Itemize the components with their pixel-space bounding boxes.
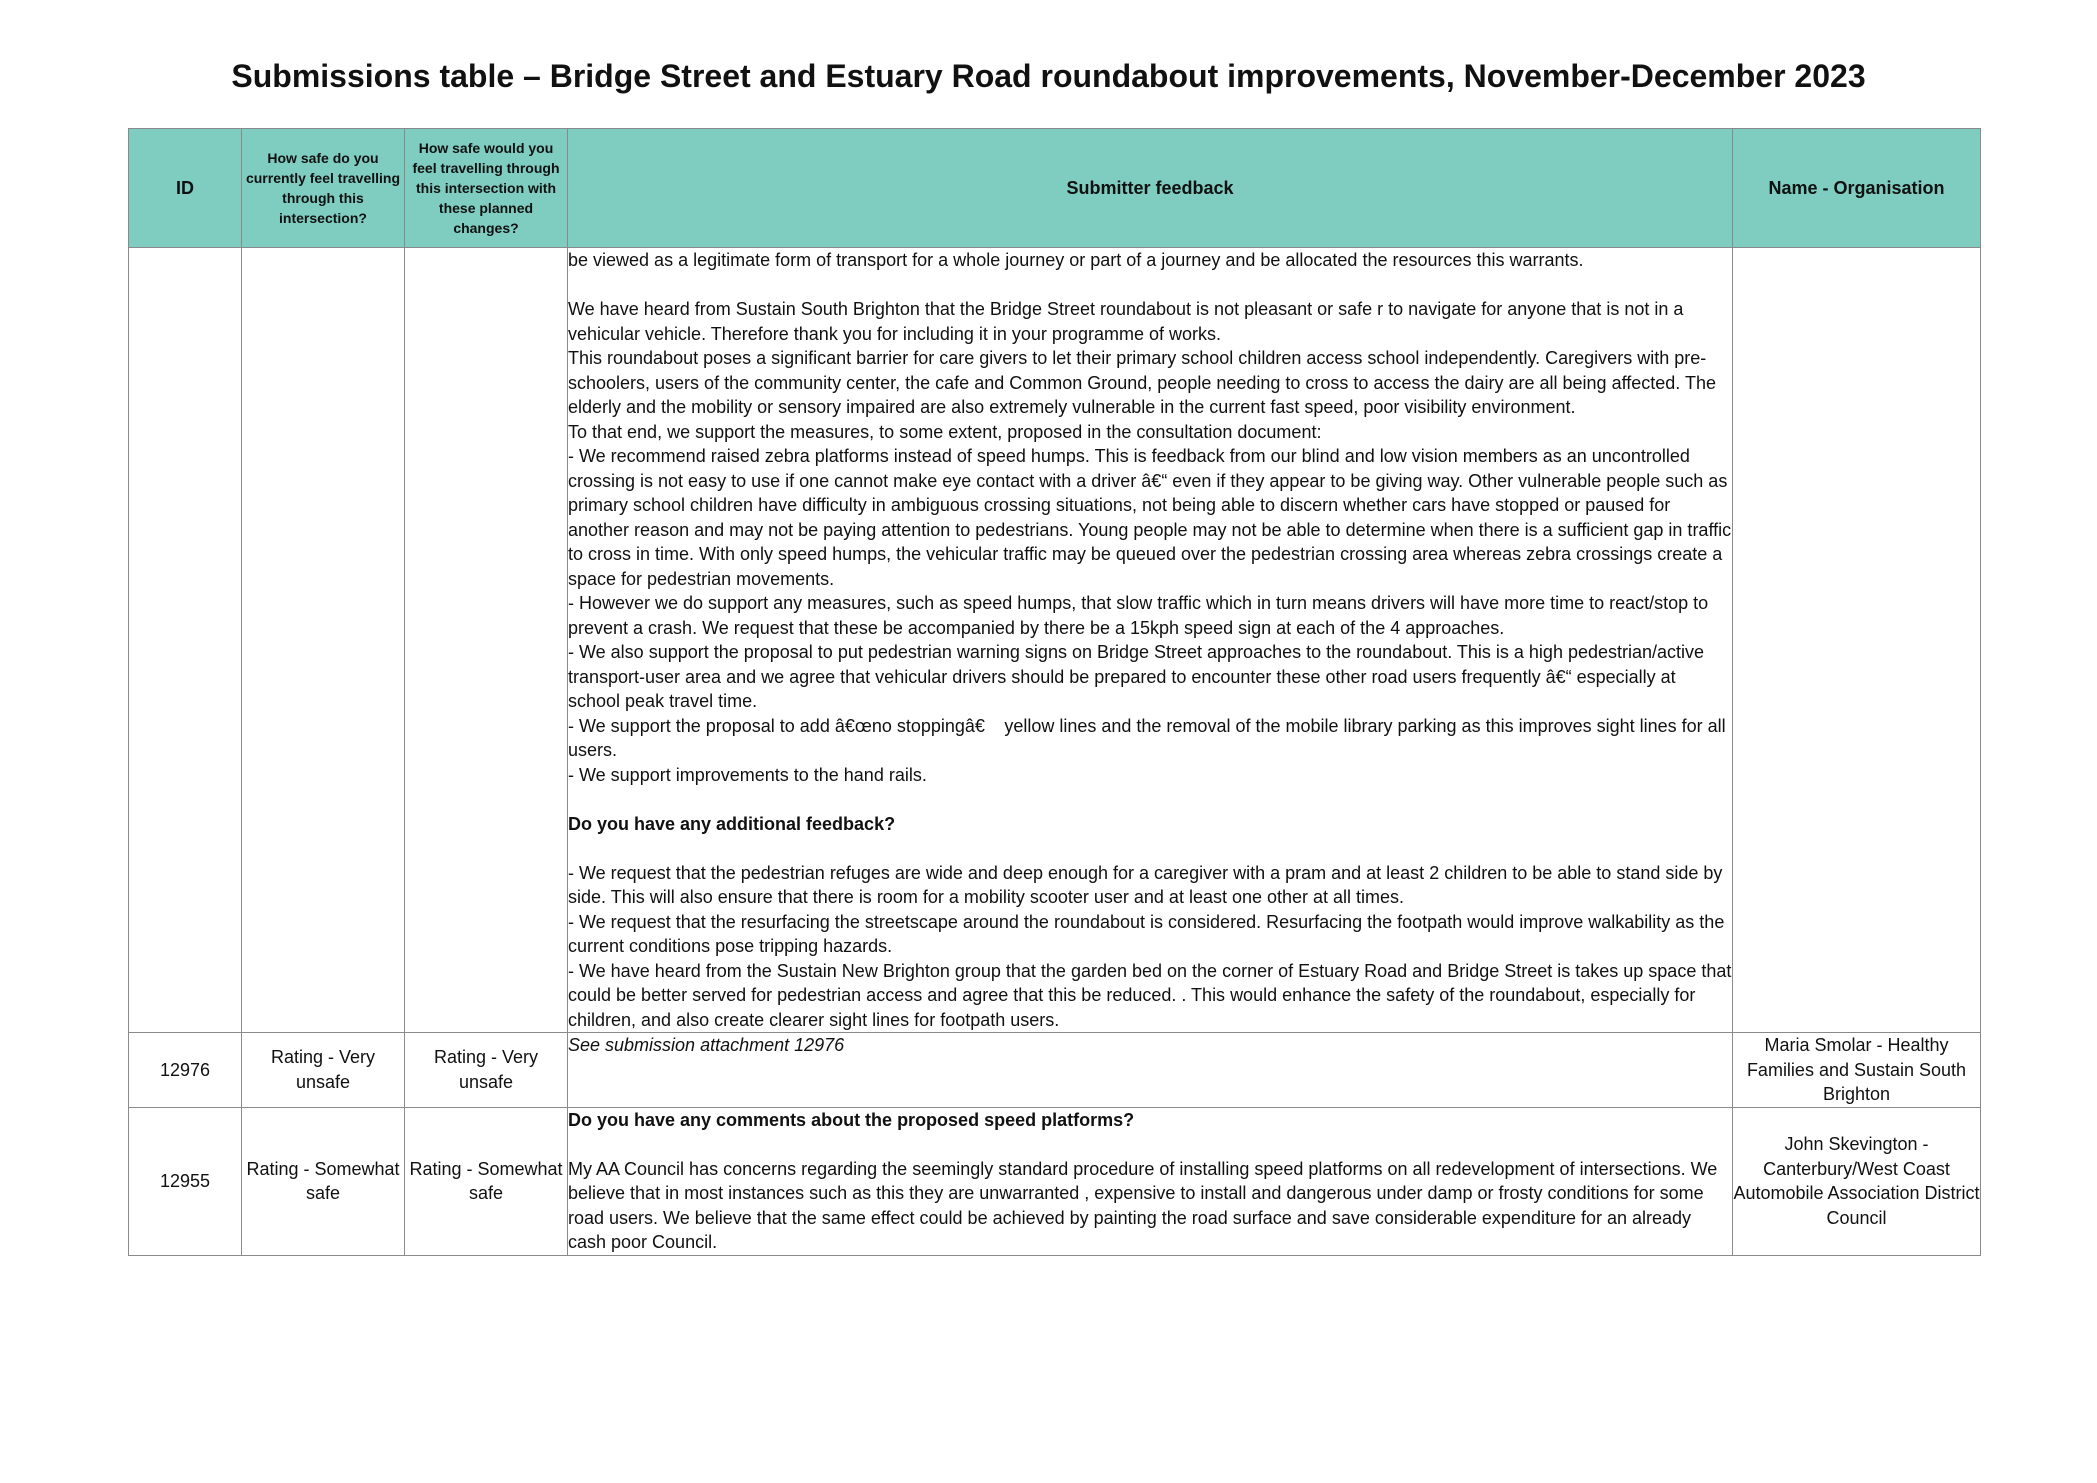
cell-name-organisation: Maria Smolar - Healthy Families and Sustain South Brighton [1733,1033,1981,1108]
column-header-name-organisation: Name - Organisation [1733,129,1981,248]
column-header-current-safety: How safe do you currently feel travelling through this intersection? [242,129,405,248]
feedback-question: Do you have any comments about the proposed speed platforms? [568,1109,1135,1130]
table-header-row [129,129,1981,248]
cell-planned-safety: Rating - Very unsafe [405,1033,568,1108]
cell-current-safety [242,248,405,1033]
page-title: Submissions table – Bridge Street and Estuary Road roundabout improvements, November-December 2023 [231,58,1866,94]
feedback-paragraph: - We request that the pedestrian refuges are wide and deep enough for a caregiver with a pram and at least 2 children to be able to stand side by side. This will also ensure that there is room for a mobility scooter user and at least one other at all times. - We request that the resurfacing the streetscape around the roundabout is considered. Resurfacing the footpath would improve walkability as the current conditions pose tripping hazards. - We have heard from the Sustain New Brighton group that the garden bed on the corner of Estuary Road and Bridge Street is takes up space that could be better served for pedestrian access and agree that this be reduced. . This would enhance the safety of the roundabout, especially for children, and also create clearer sight lines for footpath users. [568,862,1732,1030]
cell-current-safety: Rating - Somewhat safe [242,1107,405,1255]
feedback-question: Do you have any additional feedback? [568,813,896,834]
table-row [129,248,1981,1033]
submissions-table [128,128,1981,1256]
cell-feedback [568,1107,1733,1255]
feedback-paragraph: My AA Council has concerns regarding the seemingly standard procedure of installing speed platforms on all redevelopment of intersections. We believe that in most instances such as this they are unwarranted , expensive to install and dangerous under damp or frosty conditions for some road users. We believe that the same effect could be achieved by painting the road surface and save considerable expenditure for an already cash poor Council. [568,1158,1718,1252]
cell-name-organisation: John Skevington - Canterbury/West Coast Automobile Association District Council [1733,1107,1981,1255]
cell-planned-safety: Rating - Somewhat safe [405,1107,568,1255]
column-header-feedback: Submitter feedback [568,129,1733,248]
table-row [129,1107,1981,1255]
cell-id: 12955 [129,1107,242,1255]
cell-name-organisation [1733,248,1981,1033]
feedback-paragraph: We have heard from Sustain South Brighton that the Bridge Street roundabout is not pleasant or safe r to navigate for anyone that is not in a vehicular vehicle. Therefore thank you for including it in your programme of works. This roundabout poses a significant barrier for care givers to let their primary school children access school independently. Caregivers with pre-schoolers, users of the community center, the cafe and Common Ground, people needing to cross to access the dairy are all being affected. The elderly and the mobility or sensory impaired are also extremely vulnerable in the current fast speed, poor visibility environment. To that end, we support the measures, to some extent, proposed in the consultation document: - We recommend raised zebra platforms instead of speed humps. This is feedback from our blind and low vision members as an uncontrolled crossing is not easy to use if one cannot make eye contact with a driver â€“ even if they appear to be giving way. Other vulnerable people such as primary school children have difficulty in ambiguous crossing situations, not being able to discern whether cars have stopped or paused for another reason and may not be paying attention to pedestrians. Young people may not be able to determine when there is a sufficient gap in traffic to cross in time. With only speed humps, the vehicular traffic may be queued over the pedestrian crossing area whereas zebra crossings create a space for pedestrian movements. - However we do support any measures, such as speed humps, that slow traffic which in turn means drivers will have more time to react/stop to prevent a crash. We request that these be accompanied by there be a 15kph speed sign at each of the 4 approaches. - We also support the proposal to put pedestrian warning signs on Bridge Street approaches to the roundabout. This is a high pedestrian/active transport-user area and we agree that vehicular drivers should be prepared to encounter these other road users frequently â€“ especially at school peak travel time. - We support the proposal to add â€œno stoppingâ€ yellow lines and the removal of the mobile library parking as this improves sight lines for all users. - We support improvements to the hand rails. [568,299,1732,785]
cell-planned-safety [405,248,568,1033]
cell-id [129,248,242,1033]
column-header-planned-safety: How safe would you feel travelling through this intersection with these planned changes? [405,129,568,248]
table-row [129,1033,1981,1108]
cell-feedback [568,248,1733,1033]
submission-attachment-note: See submission attachment 12976 [568,1035,845,1055]
feedback-paragraph: be viewed as a legitimate form of transport for a whole journey or part of a journey and be allocated the resources this warrants. [568,250,1584,270]
column-header-id: ID [129,129,242,248]
cell-current-safety: Rating - Very unsafe [242,1033,405,1108]
cell-id: 12976 [129,1033,242,1108]
cell-feedback [568,1033,1733,1108]
